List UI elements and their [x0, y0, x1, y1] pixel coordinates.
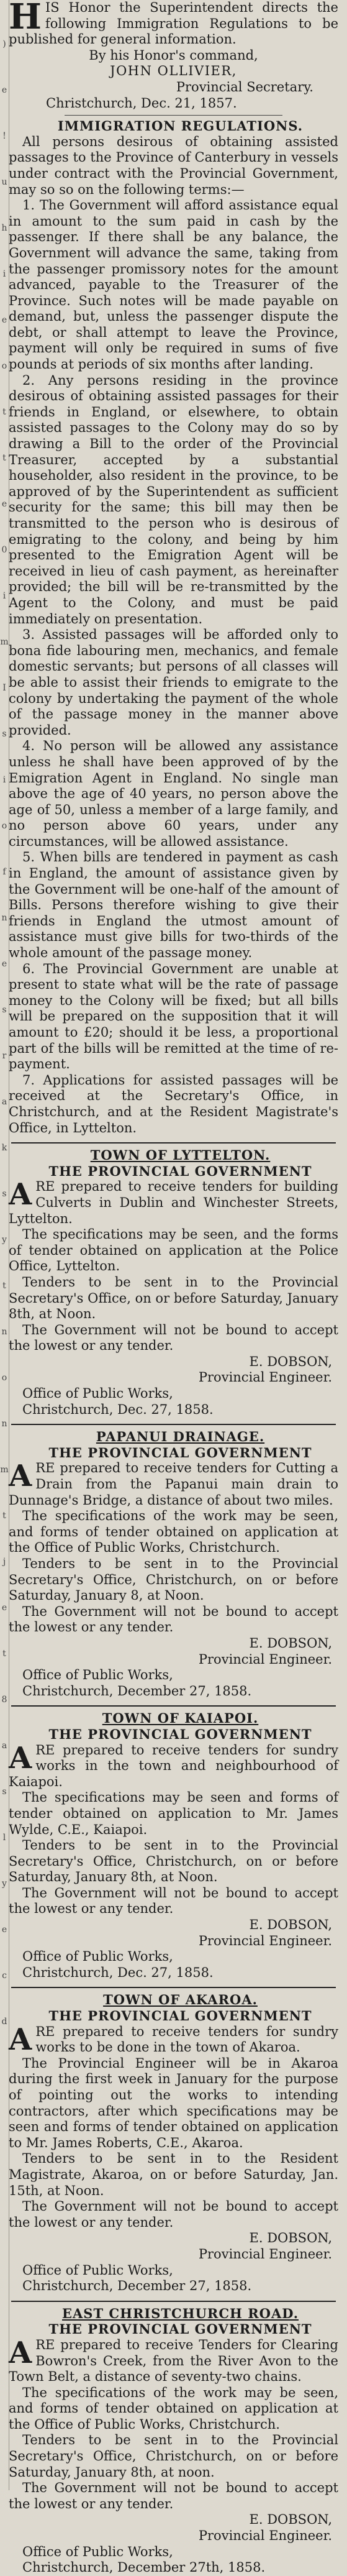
- dropcap: A: [9, 1177, 32, 1212]
- gov-heading: THE PROVINCIAL GOVERNMENT: [48, 2008, 312, 2024]
- place-date: Christchurch, Dec. 27, 1858.: [22, 1401, 214, 1417]
- specs-paragraph: The specifications of the work may be seen, and forms of tender obtained on application at the Office of Public Works, Christchurch.: [9, 1508, 338, 1556]
- gutter-fragment: e: [1, 499, 7, 509]
- disclaimer: The Government will not be bound to accept the lowest or any tender.: [9, 2480, 338, 2511]
- gutter-fragment: i: [2, 269, 6, 279]
- newspaper-column: [9, 0, 338, 2575]
- by-command: By his Honor's command,: [89, 47, 258, 63]
- office-line: Office of Public Works,: [22, 1949, 173, 1964]
- tenders-paragraph: Tenders to be sent in to the Provincial Secretary's Office, Christchurch, on or before Saturday, January 8, at Noon.: [9, 1556, 338, 1603]
- dropcap: H: [9, 0, 42, 37]
- notice-text: IS Honor the Superintendent directs the following Immigration Regulations to be published for general information.: [9, 0, 338, 47]
- place-date: Christchurch, December 27, 1858.: [22, 1683, 252, 1698]
- office-line: Office of Public Works,: [22, 1386, 173, 1401]
- place-date: Christchurch, Dec. 27, 1858.: [22, 1964, 214, 1980]
- signatory-title: Provincial Engineer.: [198, 2528, 332, 2544]
- kaiapoi-tender: [9, 1710, 338, 1981]
- gutter-fragment: o: [1, 1373, 7, 1383]
- section-heading: IMMIGRATION REGULATIONS.: [57, 118, 304, 134]
- disclaimer: The Government will not be bound to accept the lowest or any tender.: [9, 1885, 338, 1917]
- gutter-fragment: n: [1, 1327, 7, 1337]
- body-paragraph: [9, 1460, 338, 1508]
- gutter-fragment: a: [1, 1741, 7, 1751]
- disclaimer: The Government will not be bound to accept the lowest or any tender.: [9, 1322, 338, 1354]
- specs-paragraph: The specifications may be seen and forms of tender obtained on application to Mr. James Wylde, C.E., Kaiapoi.: [9, 1790, 338, 1837]
- place-heading: TOWN OF LYTTELTON.: [90, 1147, 271, 1163]
- signatory-title: Provincial Engineer.: [198, 1933, 332, 1948]
- signatory: E. DOBSON,: [249, 1917, 332, 1933]
- body-text: RE prepared to receive Tenders for Clearing Bowron's Creek, from the River Avon to the Town Belt, a distance of seventy-two chains.: [9, 2337, 338, 2385]
- tenders-paragraph: Tenders to be sent in to the Resident Magistrate, Akaroa, on or before Saturday, Jan. 15th, at Noon.: [9, 2151, 338, 2198]
- disclaimer: The Government will not be bound to accept the lowest or any tender.: [9, 1603, 338, 1635]
- gutter-fragment: l: [2, 1833, 6, 1843]
- gutter-fragment: t: [2, 1511, 6, 1521]
- gutter-fragment: o: [1, 361, 7, 371]
- east-road-tender: [9, 2306, 338, 2576]
- dropcap: A: [9, 2022, 32, 2057]
- rule-5: 5. When bills are tendered in payment as cash in England, the amount of assistance given by the Government will be one-half of the amount of Bills. Persons therefore wishing to give their friends in England the utmost amount of assistance must give bills for two-thirds of the whole amount of the passage money.: [9, 850, 338, 961]
- signatory: E. DOBSON,: [249, 1354, 332, 1369]
- gutter-fragment: y: [2, 1879, 7, 1889]
- specs-paragraph: The specifications may be seen, and the forms of tender obtained on application at the Police Office, Lyttelton.: [9, 1227, 338, 1274]
- body-paragraph: [9, 2337, 338, 2385]
- body-paragraph: [9, 1179, 338, 1227]
- signatory: E. DOBSON,: [249, 1635, 332, 1651]
- gov-heading: THE PROVINCIAL GOVERNMENT: [48, 1444, 312, 1460]
- gutter-fragment: y: [2, 1235, 7, 1245]
- tenders-paragraph: Tenders to be sent in to the Provincial Secretary's Office, Christchurch, on or before Saturday, January 8th, at noon.: [9, 2432, 338, 2480]
- dropcap: A: [9, 2335, 32, 2370]
- place-date: Christchurch, December 27th, 1858.: [22, 2560, 266, 2575]
- gutter-fragment: k: [1, 1143, 7, 1153]
- office-line: Office of Public Works,: [22, 2262, 173, 2278]
- gutter-fragment: c: [2, 1971, 7, 1981]
- office-line: Office of Public Works,: [22, 1667, 173, 1683]
- gutter-fragment: h: [1, 223, 7, 233]
- gutter-fragment: m: [0, 1465, 9, 1475]
- gutter-fragment: e: [1, 85, 7, 95]
- divider: [65, 115, 282, 116]
- gutter-fragment: s: [2, 1005, 7, 1015]
- signatory: E. DOBSON,: [249, 2230, 332, 2246]
- gutter-fragment: d: [1, 2017, 7, 2027]
- body-paragraph: [9, 2024, 338, 2056]
- specs-paragraph: The specifications of the work may be seen, and forms of tender obtained on application at the Office of Public Works, Christchurch.: [9, 2385, 338, 2432]
- gutter-fragment: s: [2, 1787, 7, 1797]
- office-line: Office of Public Works,: [22, 2544, 173, 2559]
- gutter-fragment: r: [2, 1051, 7, 1061]
- rule-1: 1. The Government will afford assistance equal in amount to the sum paid in cash by the passenger. If there shall be any balance, the Government will advance the same, taking from the passenger promissory notes for the amount advanced, payable to the Treasurer of the Province. Such notes will be made payable on demand, but, unless the passenger dispute the debt, or shall attempt to leave the Province, payment will only be required in sums of five pounds at periods of six months after landing.: [9, 198, 338, 372]
- rule-3: 3. Assisted passages will be afforded only to bona fide labouring men, mechanics, and female domestic servants; but persons of all classes will be able to assist their friends to emigrate to the colony by undertaking the payment of the whole of the passage money in the manner above provided.: [9, 627, 338, 738]
- gutter-fragment: e: [1, 959, 7, 969]
- signatory-title: Provincial Engineer.: [198, 2246, 332, 2262]
- gutter-fragment: t: [2, 1649, 6, 1659]
- divider: [11, 1705, 336, 1707]
- body-text: RE prepared to receive tenders for sundry works to be done in the town of Akaroa.: [35, 2024, 338, 2055]
- gov-heading: THE PROVINCIAL GOVERNMENT: [48, 1726, 312, 1742]
- gutter-fragment: j: [2, 1557, 6, 1567]
- gutter-fragment: t: [2, 407, 6, 417]
- divider: [11, 1424, 336, 1425]
- gutter-fragment: n: [1, 913, 7, 923]
- gutter-fragment: s: [2, 1189, 7, 1199]
- place-heading: TOWN OF KAIAPOI.: [102, 1710, 259, 1726]
- signatory-title: Provincial Secretary.: [176, 79, 313, 94]
- gutter-margin: [0, 0, 9, 2490]
- gov-heading: THE PROVINCIAL GOVERNMENT: [48, 2321, 312, 2337]
- place-heading: PAPANUI DRAINAGE.: [96, 1429, 265, 1445]
- place-date: Christchurch, December 27, 1858.: [22, 2278, 252, 2294]
- gutter-fragment: 0: [1, 545, 7, 555]
- rule-2: 2. Any persons residing in the province desirous of obtaining assisted passages for their friends in England, or elsewhere, to obtain assisted passages to the Colony may do so by drawing a Bill to the order of the Provincial Treasurer, accepted by a substantial householder, also resident in the province, to be approved of by the Superintendent as sufficient security for the same; this bill may then be transmitted to the person who is desirous of emigrating to the colony, and being by him presented to the Emigration Agent will be received in lieu of cash payment, as hereinafter provided; the bill will be re-transmitted by the Agent to the Colony, and must be paid immediately on presentation.: [9, 372, 338, 626]
- papanui-tender: [9, 1429, 338, 1699]
- dropcap: A: [9, 1740, 32, 1776]
- rule-4: 4. No person will be allowed any assistance unless he shall have been approved of by the Emigration Agent in England. No single man above the age of 40 years, no person above the age of 50, unless a member of a large family, and no person above 60 years, under any circumstances, will be allowed assistance.: [9, 738, 338, 849]
- dropcap: A: [9, 1459, 32, 1494]
- gutter-fragment: s: [2, 729, 7, 739]
- gutter-fragment: !: [2, 131, 6, 141]
- tenders-paragraph: Tenders to be sent in to the Provincial Secretary's Office, Christchurch, on or before Saturday, January 8th, at Noon.: [9, 1838, 338, 1885]
- gutter-fragment: e: [1, 1925, 7, 1935]
- divider: [11, 1142, 336, 1144]
- gov-heading: THE PROVINCIAL GOVERNMENT: [48, 1163, 312, 1179]
- place-heading: EAST CHRISTCHURCH ROAD.: [61, 2305, 299, 2321]
- gutter-fragment: e: [1, 1603, 7, 1613]
- gutter-fragment: I: [2, 683, 6, 693]
- intro-paragraph: All persons desirous of obtaining assisted passages to the Province of Canterbury in vessels under contract with the Provincial Government, may so so on the following terms:—: [9, 134, 338, 197]
- gutter-fragment: f: [2, 867, 6, 877]
- gutter-fragment: t: [2, 1281, 6, 1291]
- signatory-title: Provincial Engineer.: [198, 1651, 332, 1667]
- disclaimer: The Government will not be bound to accept the lowest or any tender.: [9, 2199, 338, 2230]
- gutter-fragment: a: [1, 1097, 7, 1107]
- signatory-title: Provincial Engineer.: [198, 1370, 332, 1385]
- gutter-fragment: n: [1, 1419, 7, 1429]
- gutter-fragment: i: [2, 775, 6, 785]
- gutter-fragment: t: [2, 453, 6, 463]
- akaroa-tender: [9, 1992, 338, 2294]
- body-paragraph: [9, 1740, 338, 1790]
- gutter-fragment: 8: [1, 1695, 7, 1705]
- rule-6: 6. The Provincial Government are unable at present to state what will be the rate of passage money to the Colony will be fixed; but all bills will be prepared on the supposition that it will amount to £20; should it be less, a proportional part of the bills will be remitted at the time of re-payment.: [9, 961, 338, 1072]
- gutter-fragment: i: [2, 591, 6, 601]
- gutter-fragment: u: [1, 177, 7, 187]
- divider: [11, 1987, 336, 1988]
- tenders-paragraph: Tenders to be sent in to the Provincial Secretary's Office, on or before Saturday, January 8th, at Noon.: [9, 1274, 338, 1322]
- gutter-fragment: ): [2, 39, 6, 49]
- body-text: RE prepared to receive tenders for building Culverts in Dublin and Winchester Streets, Lyttelton.: [9, 1179, 338, 1226]
- immigration-notice: [9, 0, 338, 1136]
- gutter-fragment: o: [1, 821, 7, 831]
- body-text: RE prepared to receive tenders for Cutting a Drain from the Papanui main drain to Dunnage's Bridge, a distance of about two miles.: [9, 1460, 338, 1508]
- engineer-paragraph: The Provincial Engineer will be in Akaroa during the first week in January for the purpose of pointing out the works to intending contractors, after which specifications may be seen and forms of tender obtained on application to Mr. James Roberts, C.E., Akaroa.: [9, 2055, 338, 2150]
- signatory: E. DOBSON,: [249, 2512, 332, 2528]
- gutter-fragment: e: [1, 315, 7, 325]
- place-heading: TOWN OF AKAROA.: [103, 1992, 258, 2008]
- body-text: RE prepared to receive tenders for sundry works in the town and neighbourhood of Kaiapoi.: [9, 1742, 338, 1789]
- place-date: Christchurch, Dec. 21, 1857.: [46, 95, 237, 111]
- rule-7: 7. Applications for assisted passages will be received at the Secretary's Office, in Christchurch, and at the Resident Magistrate's Office, in Lyttelton.: [9, 1072, 338, 1135]
- lyttelton-tender: [9, 1147, 338, 1418]
- signatory: JOHN OLLIVIER,: [110, 63, 237, 79]
- gutter-fragment: m: [0, 637, 9, 647]
- notice-paragraph: [9, 0, 338, 48]
- divider: [11, 2301, 336, 2302]
